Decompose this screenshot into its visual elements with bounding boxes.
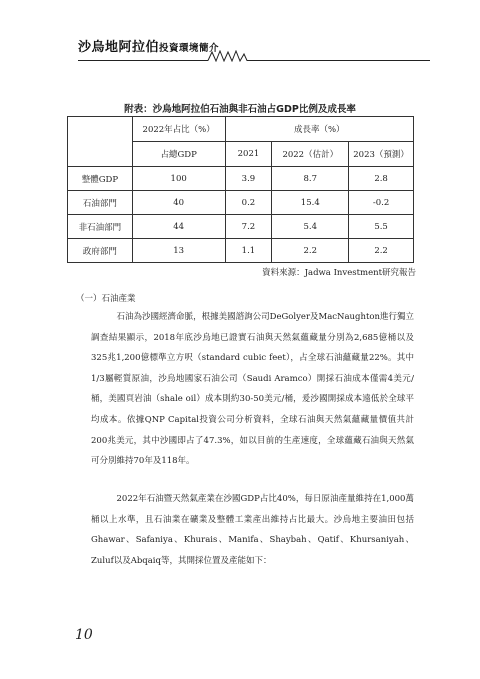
cell-2021: 3.9 bbox=[225, 167, 272, 191]
cell-share: 40 bbox=[132, 191, 225, 215]
cell-2022: 8.7 bbox=[272, 167, 349, 191]
section-heading: （一）石油產業 bbox=[76, 294, 136, 304]
page-number: 10 bbox=[75, 627, 93, 643]
cell-share: 13 bbox=[132, 239, 225, 263]
table-source-note: 資料來源：Jadwa Investment研究報告 bbox=[262, 268, 416, 278]
header-growth: 成長率（%） bbox=[225, 117, 414, 142]
table-caption: 附表：沙烏地阿拉伯石油與非石油占GDP比例及成長率 bbox=[124, 104, 356, 115]
table-row bbox=[68, 239, 414, 263]
header-title-main: 沙烏地阿拉伯 bbox=[78, 40, 160, 55]
cell-2022: 5.4 bbox=[272, 215, 349, 239]
cell-2022: 15.4 bbox=[272, 191, 349, 215]
cell-2023: -0.2 bbox=[349, 191, 414, 215]
row-label: 整體GDP bbox=[68, 167, 133, 191]
cell-2023: 2.8 bbox=[349, 167, 414, 191]
row-label: 非石油部門 bbox=[68, 215, 133, 239]
header-title-sub: 投資環境簡介 bbox=[159, 43, 220, 54]
table-header-row bbox=[68, 117, 414, 142]
table-row bbox=[68, 167, 414, 191]
row-label: 石油部門 bbox=[68, 191, 133, 215]
gdp-share-growth-table bbox=[67, 116, 414, 263]
cell-2023: 2.2 bbox=[349, 239, 414, 263]
cell-share: 100 bbox=[132, 167, 225, 191]
table-row bbox=[68, 191, 414, 215]
cell-2022: 2.2 bbox=[272, 239, 349, 263]
subheader-year-2021: 2021 bbox=[225, 142, 272, 167]
header-wave-line-decoration bbox=[78, 50, 430, 62]
subheader-year-2023: 2023（預測） bbox=[349, 142, 414, 167]
cell-2021: 0.2 bbox=[225, 191, 272, 215]
row-label: 政府部門 bbox=[68, 239, 133, 263]
subheader-year-2022: 2022（估計） bbox=[272, 142, 349, 167]
body-paragraph: 石油為沙國經濟命脈，根據美國諮詢公司DeGolyer及MacNaughton進行獨立調查結果顯示，2018年底沙烏地已證實石油與天然氣蘊藏量分別為2,685億桶以及325兆1,200億標準立方呎（standard cubic feet），占全球石油蘊藏量22%。其中1/3屬輕質原油，沙烏地國家石油公司（Saudi Aramco）開採石油成本僅需4美元/桶，美國頁岩油（shale oil）成本則約30-50美元/桶，爰沙國開採成本遠低於全球平均成本。依據QNP Capital投資公司分析資料，全球石油與天然氣蘊藏量價值共計200兆美元，其中沙國即占了47.3%，如以目前的生產速度，全球蘊藏石油與天然氣可分別維持70年及118年。 bbox=[91, 312, 414, 467]
cell-2021: 7.2 bbox=[225, 215, 272, 239]
table-row bbox=[68, 215, 414, 239]
corner-cell bbox=[68, 117, 133, 167]
cell-share: 44 bbox=[132, 215, 225, 239]
header-share: 2022年占比（%） bbox=[132, 117, 225, 142]
body-paragraph: 2022年石油暨天然氣產業在沙國GDP占比40%，每日原油產量維持在1,000萬桶以上水準，且石油業在礦業及整體工業產出維持占比最大。沙烏地主要油田包括Ghawar、Safaniya、Khurais、Manifa、Shaybah、Qatif、Khursaniyah、Zuluf以及Abqaiq等，其開採位置及產能如下： bbox=[91, 494, 414, 566]
cell-2021: 1.1 bbox=[225, 239, 272, 263]
cell-2023: 5.5 bbox=[349, 215, 414, 239]
subheader-share: 占總GDP bbox=[132, 142, 225, 167]
